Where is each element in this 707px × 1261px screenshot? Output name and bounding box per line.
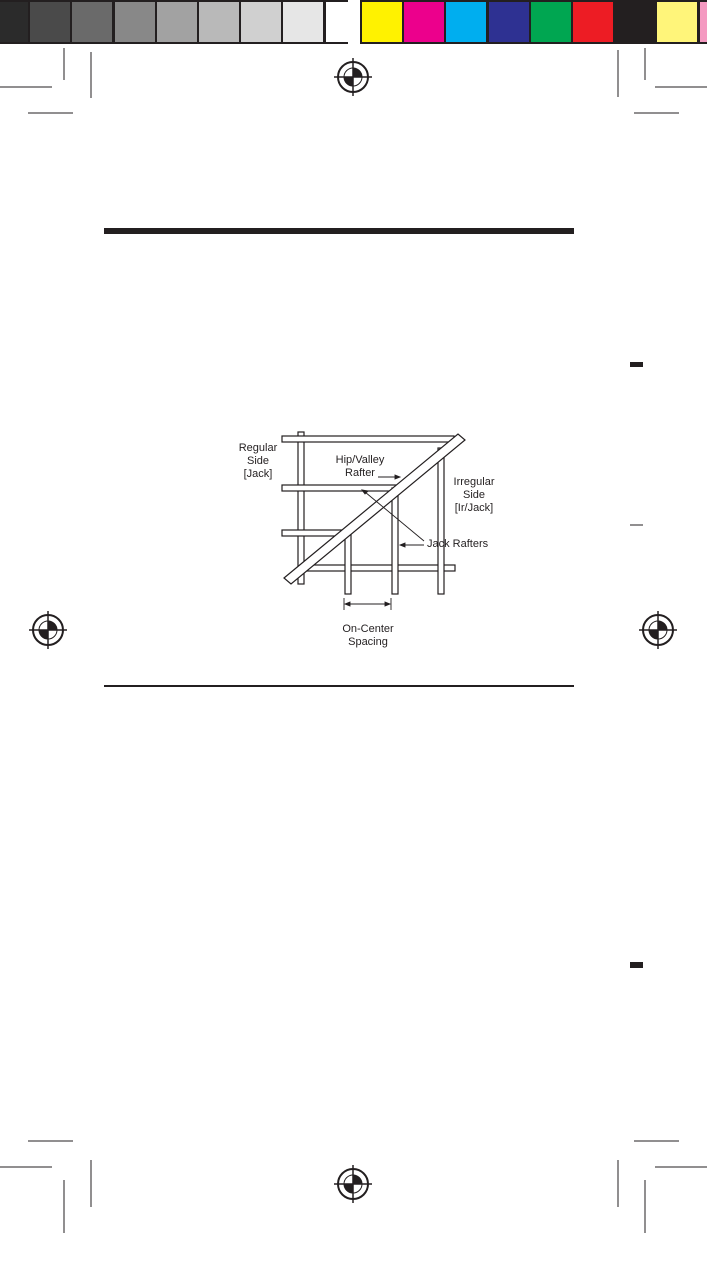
regular-side-post — [298, 432, 304, 584]
label-line: Regular — [238, 442, 278, 454]
on-center-spacing-label — [336, 623, 400, 649]
label-line: On-Center — [342, 623, 394, 635]
label-line: Rafter — [345, 467, 375, 479]
hip-valley-rafter-label — [328, 454, 392, 480]
label-line: Side — [246, 455, 270, 467]
regular-side-label — [232, 442, 284, 481]
label-line: Irregular — [453, 476, 495, 488]
label-line: [Ir/Jack] — [454, 502, 494, 514]
label-line: Hip/Valley — [335, 454, 385, 466]
label-line: [Jack] — [243, 468, 273, 480]
regular-jack — [282, 485, 402, 491]
bottom-plate — [304, 565, 455, 571]
jack-rafter — [438, 448, 444, 594]
top-plate — [282, 436, 454, 442]
label-line: Spacing — [348, 636, 388, 648]
irregular-side-label — [446, 476, 502, 515]
jack-rafters-label: Jack Rafters — [427, 538, 489, 550]
jack-rafter — [345, 534, 351, 594]
jack-rafter — [392, 488, 398, 594]
label-line: Side — [462, 489, 486, 501]
